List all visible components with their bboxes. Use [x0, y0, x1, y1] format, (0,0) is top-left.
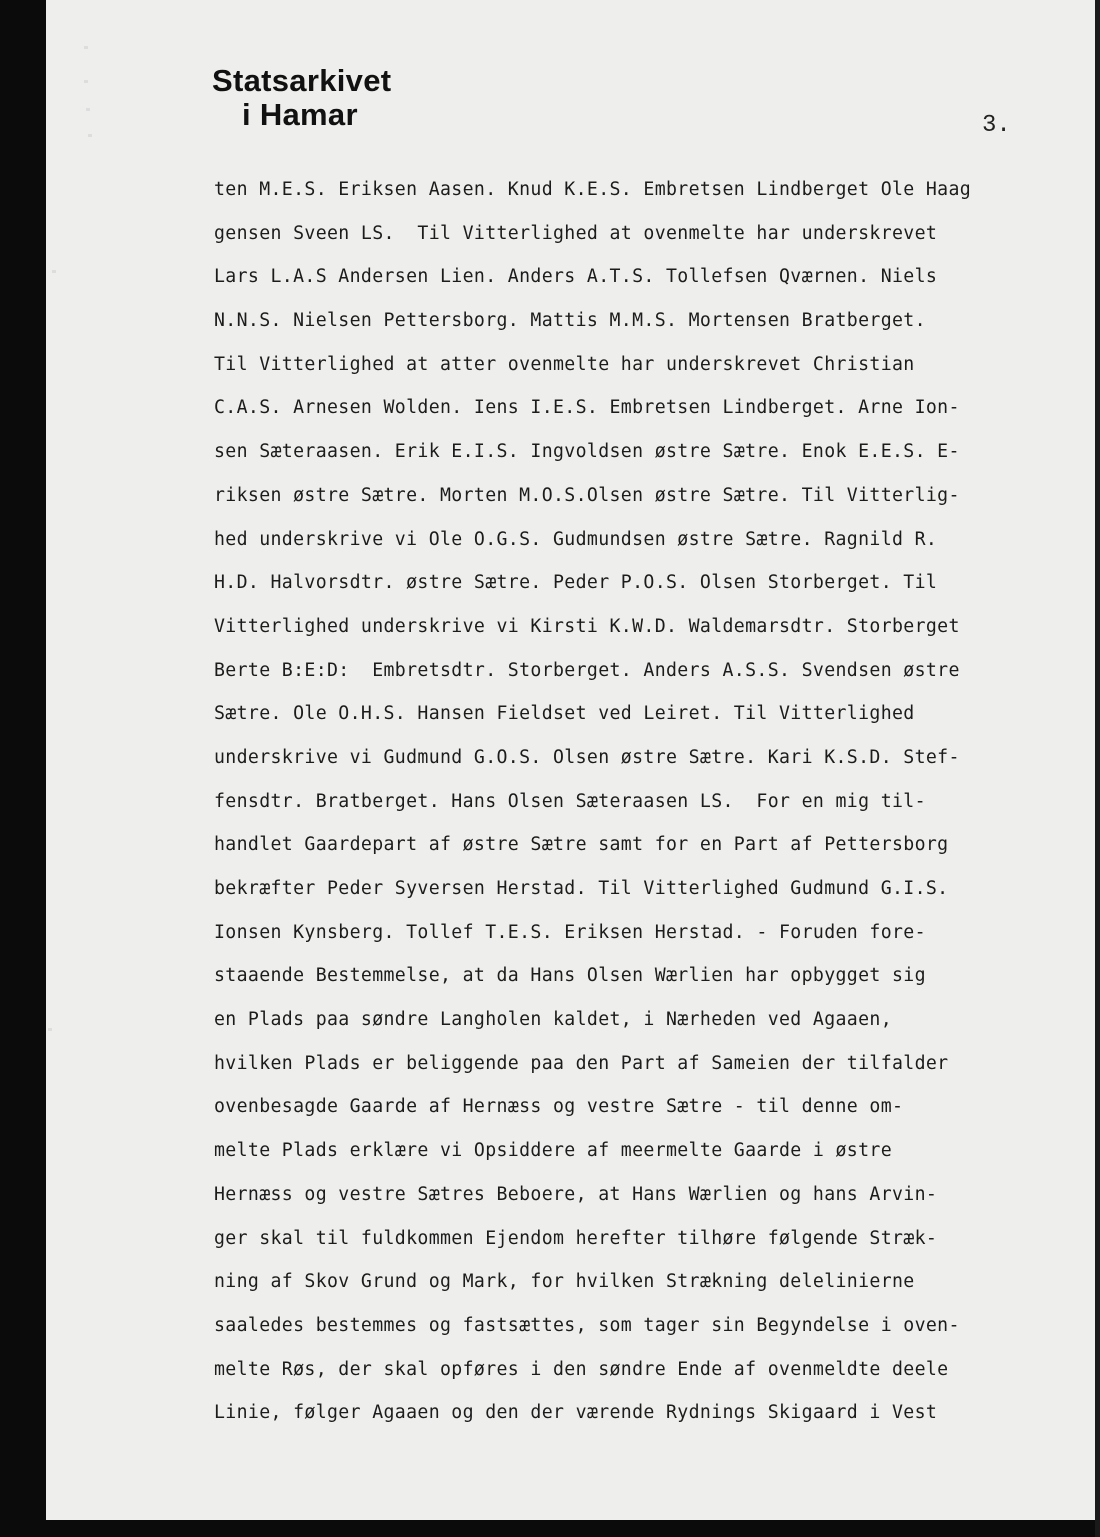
text-line: ning af Skov Grund og Mark, for hvilken Strækning delelinierne: [214, 1271, 915, 1293]
text-line: hvilken Plads er beliggende paa den Part af Sameien der tilfalder: [214, 1052, 949, 1074]
archive-stamp: [212, 64, 391, 132]
punch-mark: [88, 134, 92, 137]
stamp-line-1: Statsarkivet: [212, 63, 392, 98]
text-line: C.A.S. Arnesen Wolden. Iens I.E.S. Embretsen Lindberget. Arne Ion-: [214, 397, 960, 419]
text-line: underskrive vi Gudmund G.O.S. Olsen østre Sætre. Kari K.S.D. Stef-: [214, 746, 960, 768]
transcribed-text: [214, 168, 1084, 1435]
text-line: Sætre. Ole O.H.S. Hansen Fieldset ved Leiret. Til Vitterlighed: [214, 703, 915, 725]
text-line: N.N.S. Nielsen Pettersborg. Mattis M.M.S. Mortensen Bratberget.: [214, 310, 926, 332]
text-line: Ionsen Kynsberg. Tollef T.E.S. Eriksen Herstad. - Foruden fore-: [214, 921, 926, 943]
text-line: ger skal til fuldkommen Ejendom herefter tilhøre følgende Stræk-: [214, 1227, 938, 1249]
text-line: Berte B:E:D: Embretsdtr. Storberget. Anders A.S.S. Svendsen østre: [214, 659, 960, 681]
text-line: saaledes bestemmes og fastsættes, som tager sin Begyndelse i oven-: [214, 1314, 960, 1336]
text-line: sen Sæteraasen. Erik E.I.S. Ingvoldsen østre Sætre. Enok E.E.S. E-: [214, 441, 960, 463]
text-line: H.D. Halvorsdtr. østre Sætre. Peder P.O.S. Olsen Storberget. Til: [214, 572, 938, 594]
punch-mark: [84, 46, 88, 49]
text-line: riksen østre Sætre. Morten M.O.S.Olsen østre Sætre. Til Vitterlig-: [214, 484, 960, 506]
text-line: Vitterlighed underskrive vi Kirsti K.W.D. Waldemarsdtr. Storberget: [214, 615, 960, 637]
text-line: Linie, følger Agaaen og den der værende Rydnings Skigaard i Vest: [214, 1402, 938, 1424]
text-line: hed underskrive vi Ole O.G.S. Gudmundsen østre Sætre. Ragnild R.: [214, 528, 938, 550]
text-line: en Plads paa søndre Langholen kaldet, i Nærheden ved Agaaen,: [214, 1009, 892, 1031]
punch-mark: [86, 108, 90, 111]
text-line: gensen Sveen LS. Til Vitterlighed at ovenmelte har underskrevet: [214, 222, 938, 244]
punch-mark: [48, 1028, 52, 1031]
text-line: Lars L.A.S Andersen Lien. Anders A.T.S. Tollefsen Qværnen. Niels: [214, 266, 938, 288]
scan-edge: [1095, 0, 1100, 1537]
text-line: ten M.E.S. Eriksen Aasen. Knud K.E.S. Embretsen Lindberget Ole Haag: [214, 179, 972, 200]
text-line: Til Vitterlighed at atter ovenmelte har underskrevet Christian: [214, 353, 915, 375]
text-line: ovenbesagde Gaarde af Hernæss og vestre Sætre - til denne om-: [214, 1096, 904, 1118]
text-line: Hernæss og vestre Sætres Beboere, at Hans Wærlien og hans Arvin-: [214, 1183, 938, 1205]
text-line: staaende Bestemmelse, at da Hans Olsen Wærlien har opbygget sig: [214, 965, 926, 987]
punch-mark: [84, 80, 88, 83]
text-line: handlet Gaardepart af østre Sætre samt for en Part af Pettersborg: [214, 834, 949, 856]
text-line: melte Plads erklære vi Opsiddere af meermelte Gaarde i østre: [214, 1140, 892, 1162]
text-line: fensdtr. Bratberget. Hans Olsen Sæteraasen LS. For en mig til-: [214, 790, 926, 812]
text-line: bekræfter Peder Syversen Herstad. Til Vitterlighed Gudmund G.I.S.: [214, 878, 949, 899]
page-number: 3.: [982, 112, 1011, 139]
text-line: melte Røs, der skal opføres i den søndre Ende af ovenmeldte deele: [214, 1358, 949, 1380]
stamp-line-2: i Hamar: [242, 97, 358, 132]
punch-mark: [52, 270, 56, 273]
